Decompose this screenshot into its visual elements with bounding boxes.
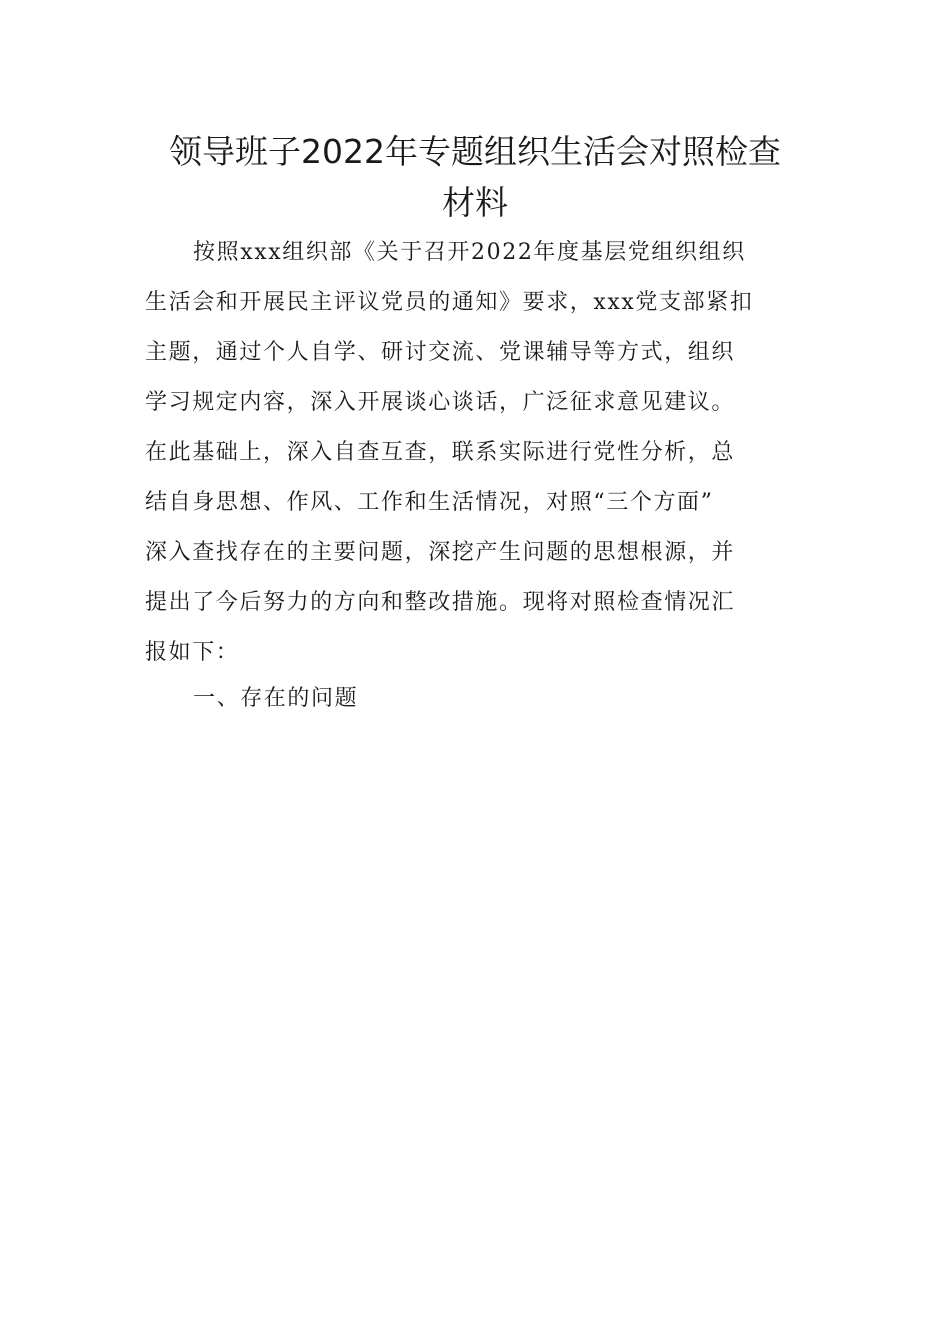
paragraph-line: 在此基础上，深入自查互查，联系实际进行党性分析，总 — [145, 440, 736, 465]
paragraph-line: 按照xxx组织部《关于召开2022年度基层党组织组织 — [193, 240, 746, 265]
section-heading: 一、存在的问题 — [193, 686, 359, 711]
paragraph-line: 主题，通过个人自学、研讨交流、党课辅导等方式，组织 — [145, 340, 736, 365]
paragraph-line: 深入查找存在的主要问题，深挖产生问题的思想根源，并 — [145, 540, 736, 565]
intro-paragraph — [145, 228, 805, 678]
title-line-2: 材料 — [442, 183, 508, 222]
paragraph-line: 报如下： — [145, 640, 240, 665]
title-line-1: 领导班子2022年专题组织生活会对照检查 — [169, 132, 781, 171]
paragraph-line: 学习规定内容，深入开展谈心谈话，广泛征求意见建议。 — [145, 390, 736, 415]
paragraph-line: 结自身思想、作风、工作和生活情况，对照“三个方面” — [145, 490, 714, 515]
paragraph-line: 生活会和开展民主评议党员的通知》要求，xxx党支部紧扣 — [145, 290, 754, 315]
document-title — [145, 126, 805, 228]
paragraph-line: 提出了今后努力的方向和整改措施。现将对照检查情况汇 — [145, 590, 736, 615]
